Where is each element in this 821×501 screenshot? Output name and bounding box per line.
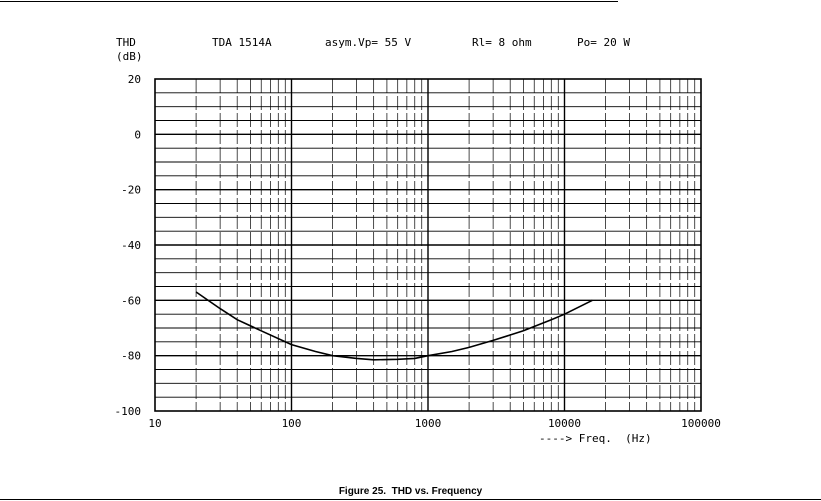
figure-caption: Figure 25. THD vs. Frequency bbox=[338, 486, 483, 497]
y-tick-label: -40 bbox=[121, 239, 141, 252]
y-tick-label: -20 bbox=[121, 183, 141, 197]
y-axis-label: THD bbox=[116, 36, 136, 49]
thd-curve bbox=[196, 292, 592, 360]
y-tick-label: 0 bbox=[134, 128, 141, 142]
x-tick-label: 10 bbox=[148, 417, 162, 430]
header-load: Rl= 8 ohm bbox=[472, 36, 532, 49]
y-tick-label: -80 bbox=[121, 349, 141, 363]
y-axis-unit: (dB) bbox=[116, 50, 143, 63]
y-tick-label: -60 bbox=[121, 294, 141, 308]
x-axis-label: ----> Freq. (Hz) bbox=[539, 432, 652, 445]
x-tick-label: 100000 bbox=[681, 417, 721, 430]
x-tick-label: 10000 bbox=[547, 417, 582, 430]
bottom-rule bbox=[0, 499, 821, 500]
y-tick-label: -100 bbox=[114, 405, 141, 418]
x-tick-label: 100 bbox=[281, 417, 302, 430]
header-power: Po= 20 W bbox=[577, 36, 630, 49]
x-tick-label: 1000 bbox=[414, 417, 442, 430]
header-device: TDA 1514A bbox=[212, 36, 272, 49]
header-supply: asym.Vp= 55 V bbox=[325, 36, 412, 49]
y-tick-label: 20 bbox=[127, 73, 141, 86]
